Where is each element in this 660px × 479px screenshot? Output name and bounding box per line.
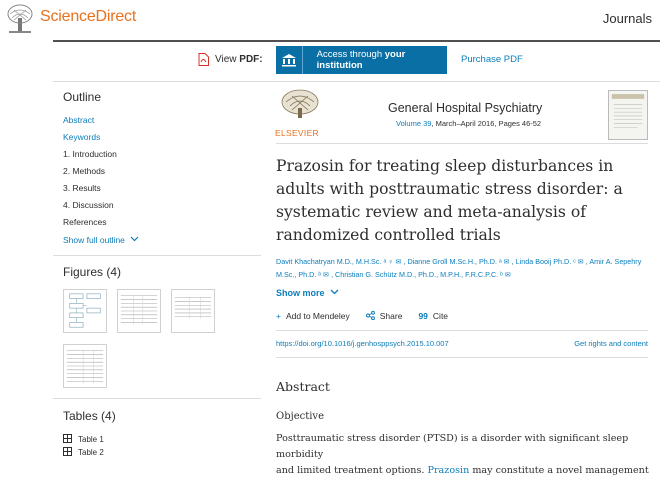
outline-list [63,112,117,231]
pdf-icon [198,53,209,66]
share-button[interactable]: Share [366,311,403,321]
quote-icon: 99 [418,311,428,321]
author-list[interactable]: Davit Khachatryan M.D., M.H.Sc. ᵃ ♀ ✉ , Dianne Groll M.Sc.H., Ph.D. ᵃ ✉ , Linda Booij Ph.D. ᶜ ✉ , Amir A. Sepehry M.Sc., Ph.D. ᵇ ✉ , Christian G. Schütz M.D., Ph.D., M.P.H., F.R.C.P.C. ᵇ ✉ [276,257,642,279]
sciencedirect-logo[interactable]: ScienceDirect [40,8,137,25]
article-actions [276,311,448,321]
cite-button[interactable]: 99 Cite [418,311,449,321]
elsevier-wordmark: ELSEVIER [275,128,319,138]
abstract-text: Posttraumatic stress disorder (PTSD) is a disorder with significant sleep morbidity and limited treatment options. Prazosin may constitute a novel management [276,433,649,476]
show-more-button[interactable]: Show more [276,288,339,298]
chevron-down-icon [330,289,339,295]
article-title: Prazosin for treating sleep disturbances in adults with posttraumatic stress disorder: a systematic review and meta-analysis of randomized controlled trials [276,157,623,244]
table-icon [63,434,72,443]
institution-icon [276,46,303,74]
figure-thumbnail-4[interactable] [63,344,107,388]
view-pdf-label[interactable]: View PDF: [215,54,263,65]
article-header-divider [276,143,648,144]
elsevier-publisher-logo[interactable] [276,88,324,130]
rights-link[interactable]: Get rights and content [574,339,648,348]
table-link-1[interactable]: Table 1 [63,433,104,446]
toolbar-divider [53,81,660,82]
objective-heading: Objective [276,411,325,422]
figure-thumbnail-2[interactable] [117,289,161,333]
add-to-mendeley-button[interactable]: + Add to Mendeley [276,311,350,321]
volume-link[interactable]: Volume 39 [396,119,432,128]
outline-item-introduction[interactable]: 1. Introduction [63,149,117,159]
chevron-down-icon [130,236,139,242]
journal-volume: Volume 39, March–April 2016, Pages 46-52 [396,119,542,128]
outline-item-references[interactable]: References [63,217,107,227]
sidebar-divider-2 [53,398,261,399]
tables-heading: Tables (4) [63,409,116,423]
outline-item-methods[interactable]: 2. Methods [63,166,106,176]
journal-cover-thumbnail[interactable] [608,90,648,140]
tables-list [63,433,104,459]
outline-item-discussion[interactable]: 4. Discussion [63,200,114,210]
outline-item-results[interactable]: 3. Results [63,183,101,193]
elsevier-tree-logo[interactable] [6,4,34,34]
share-icon [366,311,375,320]
sidebar-divider [53,255,261,256]
actions-divider [276,330,648,331]
figure-thumbnail-1[interactable] [63,289,107,333]
show-full-outline-link[interactable]: Show full outline [63,235,139,245]
outline-heading: Outline [63,90,102,104]
plus-icon: + [276,311,281,321]
figures-heading: Figures (4) [63,265,122,279]
purchase-pdf-link[interactable]: Purchase PDF [461,54,523,65]
prazosin-link[interactable]: Prazosin [427,465,470,476]
header-divider [53,40,660,42]
access-institution-button[interactable]: Access through your institution [276,46,447,74]
journal-title[interactable]: General Hospital Psychiatry [388,101,543,115]
doi-divider [276,357,648,358]
table-link-2[interactable]: Table 2 [63,446,104,459]
figure-thumbnail-3[interactable] [171,289,215,333]
abstract-heading: Abstract [276,379,330,394]
doi-link[interactable]: https://doi.org/10.1016/j.genhosppsych.2015.10.007 [276,339,449,348]
outline-item-keywords[interactable]: Keywords [63,132,101,142]
journals-link[interactable]: Journals [602,11,652,26]
outline-item-abstract[interactable]: Abstract [63,115,95,125]
table-icon [63,447,72,456]
